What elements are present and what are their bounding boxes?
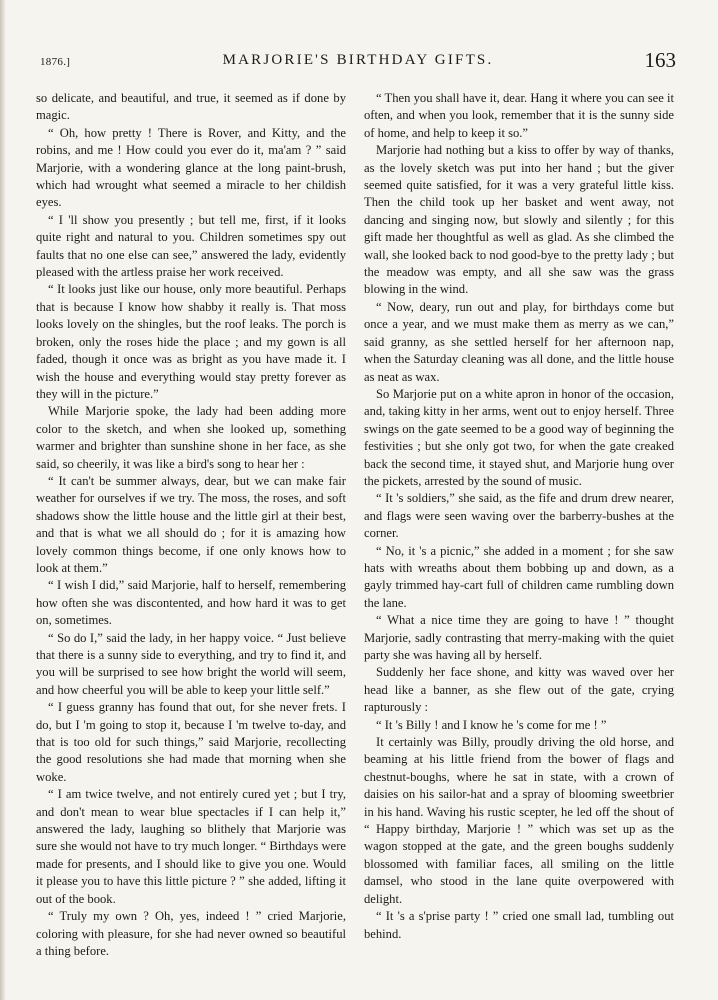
paragraph: “ I 'll show you presently ; but tell me, first, if it looks quite right and natural to you. Children sometimes spy out faults that no one else can see,” answered the lady, evidently pleased with the artless praise her work received. [36,212,346,280]
paragraph: Suddenly her face shone, and kitty was waved over her head like a banner, as she flew out of the gate, crying rapturously : [364,665,674,715]
paragraph: “ It 's soldiers,” she said, as the fife and drum drew nearer, and flags were seen waving over the barberry-bushes at the corner. [364,491,674,541]
paragraph: “ Truly my own ? Oh, yes, indeed ! ” cried Marjorie, coloring with pleasure, for she had never owned so beautiful a thing before. [36,909,346,958]
paragraph: “ Oh, how pretty ! There is Rover, and Kitty, and the robins, and me ! How could you ever do it, ma'am ? ” said Marjorie, with a wondering glance at the long paint-brush, which had wrought what seemed a miracle to her childish eyes. [36,125,346,210]
left-column [36,90,346,960]
paragraph: “ It looks just like our house, only more beautiful. Perhaps that is because I know how shabby it really is. That moss looks lovely on the shingles, but the roof leaks. The porch is broken, only the roses hide the place ; and my gown is all faded, though it once was as bright as you have made it. I wish the house and everything would stay pretty forever as they will in the picture.” [36,282,346,401]
paragraph: “ I wish I did,” said Marjorie, half to herself, remembering how often she was discontented, and how hard it was to get on, sometimes. [36,578,346,628]
paragraph: “ I guess granny has found that out, for she never frets. I do, but I 'm going to stop it, because I 'm twelve to-day, and that is too old for such things,” said Marjorie, recollecting the good resolutions she had made that morning when she woke. [36,700,346,784]
paragraph: “ It 's a s'prise party ! ” cried one small lad, tumbling out behind. [364,909,674,941]
header-year: 1876.] [40,56,71,68]
paragraph: Marjorie had nothing but a kiss to offer by way of thanks, as the lovely sketch was put into her hand ; but the giver seemed quite satisfied, for it was a very grateful little kiss. Then the child took up her basket and went away, not dancing and singing now, but slowly and silently ; for this gift made her thoughtful as well as glad. As she climbed the wall, she looked back to nod good-bye to the pretty lady ; but the meadow was empty, and all she saw was the grass blowing in the wind. [364,143,674,297]
paragraph: “ So do I,” said the lady, in her happy voice. “ Just believe that there is a sunny side to everything, and try to find it, and you will be surprised to see how bright the world will seem, and how cheerful you will be able to keep your little self.” [36,630,346,697]
paragraph: “ Then you shall have it, dear. Hang it where you can see it often, and when you look, remember that it is the sunny side of home, and help to keep it so.” [364,91,674,140]
paragraph: “ No, it 's a picnic,” she added in a moment ; for she saw hats with wreaths about them bobbing up and down, as a gayly trimmed hay-cart full of children came rumbling down the lane. [364,543,674,610]
paragraph: “ Now, deary, run out and play, for birthdays come but once a year, and we must make them as merry as we can,” said granny, as she settled herself for her afternoon nap, when the Saturday cleaning was all done, and the little house as neat as wax. [364,299,674,384]
right-column [364,90,674,943]
page-number: 163 [644,48,676,72]
page-edge-shadow [0,0,6,1000]
paragraph: “ I am twice twelve, and not entirely cured yet ; but I try, and don't mean to wear blue spectacles if I can help it,” answered the lady, laughing so blithely that Marjorie was sure she would not have to try much longer. “ Birthdays were made for presents, and I should like to give you one. Would it please you to have this little picture ? ” she added, lifting it out of the book. [36,787,346,906]
paragraph: “ It 's Billy ! and I know he 's come for me ! ” [376,717,607,732]
paragraph: so delicate, and beautiful, and true, it seemed as if done by magic. [36,91,346,123]
running-header [40,48,676,78]
paragraph: It certainly was Billy, proudly driving the old horse, and beaming at his little friend from the bower of flags and chestnut-boughs, where he sat in state, with a crown of daisies on his sailor-hat and a spray of blooming sweetbrier in his hand. Waving his rustic scepter, he led off the shout of “ Happy birthday, Marjorie ! ” which was set up as the wagon stopped at the gate, and the green boughs suddenly blossomed with familiar faces, all smiling on the little damsel, who stood in the lane quite overpowered with delight. [364,735,674,906]
paragraph: “ What a nice time they are going to have ! ” thought Marjorie, sadly contrasting that merry-making with the quiet party she was having all by herself. [364,613,674,662]
paragraph: “ It can't be summer always, dear, but we can make fair weather for ourselves if we try. The moss, the roses, and soft shadows show the little house and the little girl at their best, and that is what we all should do ; for it is amazing how lovely common things become, if one only knows how to look at them.” [36,473,346,575]
header-title: MARJORIE'S BIRTHDAY GIFTS. [222,52,494,68]
paragraph: So Marjorie put on a white apron in honor of the occasion, and, taking kitty in her arms, went out to enjoy herself. Three swings on the gate seemed to be a good way of beginning the festivities ; but she only got two, for when the gate creaked back the second time, it stayed shut, and Marjorie hung over the pickets, arrested by the sound of music. [364,386,674,488]
paragraph: While Marjorie spoke, the lady had been adding more color to the sketch, and when she looked up, something warmer and brighter than sunshine shone in her face, as she said, so cheerily, it was like a bird's song to hear her : [36,404,346,471]
